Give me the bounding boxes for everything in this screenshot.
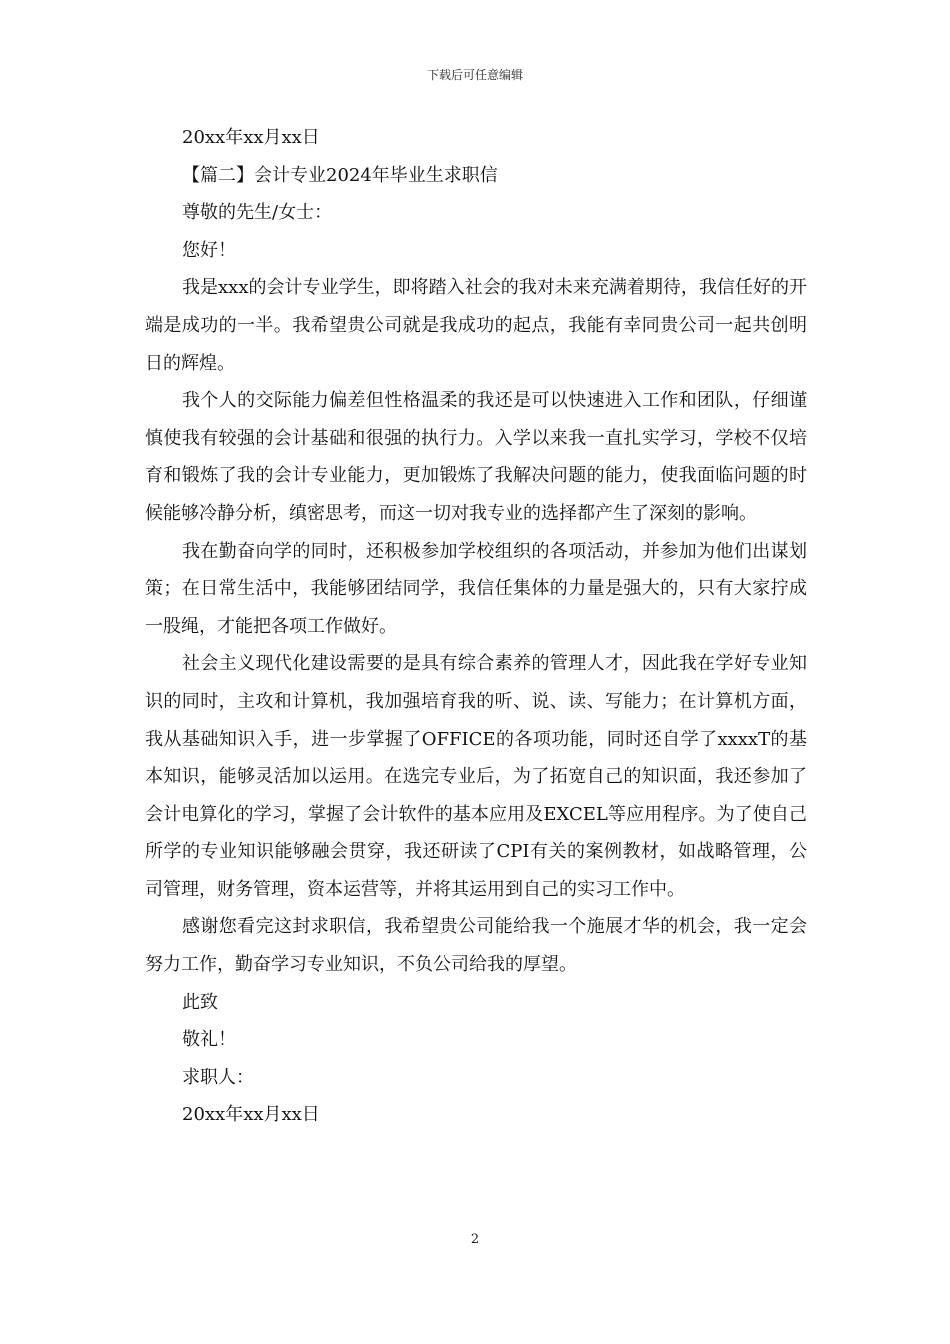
letter-body [145,119,807,1134]
greeting: 您好！ [182,239,236,261]
body-paragraph-2: 我个人的交际能力偏差但性格温柔的我还是可以快速进入工作和团队，仔细谨慎使我有较强的会计基础和很强的执行力。入学以来我一直扎实学习，学校不仅培育和锻炼了我的会计专业能力，更加锻炼了我解决问题的能力，使我面临问题的时候能够冷静分析，缜密思考，而这一切对我专业的选择都产生了深刻的影响。 [145,390,807,524]
signature-label: 求职人： [182,1066,254,1088]
closing-line-1: 此致 [182,991,218,1013]
body-paragraph-1: 我是xxx的会计专业学生，即将踏入社会的我对未来充满着期待，我信任好的开端是成功的一半。我希望贵公司就是我成功的起点，我能有幸同贵公司一起共创明日的辉煌。 [145,277,807,374]
letter-title: 【篇二】会计专业2024年毕业生求职信 [182,164,498,186]
salutation: 尊敬的先生/女士： [182,202,333,224]
page-header-note: 下载后可任意编辑 [426,68,523,82]
date-bottom: 20xx年xx月xx日 [182,1104,320,1126]
date-top: 20xx年xx月xx日 [182,127,320,148]
closing-line-2: 敬礼！ [182,1029,236,1051]
body-paragraph-5: 感谢您看完这封求职信，我希望贵公司能给我一个施展才华的机会，我一定会努力工作，勤奋学习专业知识，不负公司给我的厚望。 [145,916,807,976]
body-paragraph-3: 我在勤奋向学的同时，还积极参加学校组织的各项活动，并参加为他们出谋划策；在日常生活中，我能够团结同学，我信任集体的力量是强大的，只有大家拧成一股绳，才能把各项工作做好。 [145,540,807,637]
page-number: 2 [470,1232,480,1247]
body-paragraph-4: 社会主义现代化建设需要的是具有综合素养的管理人才，因此我在学好专业知识的同时，主攻和计算机，我加强培育我的听、说、读、写能力；在计算机方面，我从基础知识入手，进一步掌握了OFFICE的各项功能，同时还自学了xxxxT的基本知识，能够灵活加以运用。在选完专业后，为了拓宽自己的知识面，我还参加了会计电算化的学习，掌握了会计软件的基本应用及EXCEL等应用程序。为了使自己所学的专业知识能够融会贯穿，我还研读了CPI有关的案例教材，如战略管理，公司管理，财务管理，资本运营等，并将其运用到自己的实习工作中。 [145,653,807,900]
